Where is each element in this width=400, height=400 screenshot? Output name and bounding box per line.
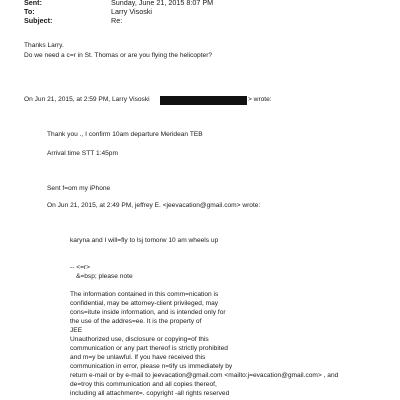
quote-line: karyna and I will=fly to lsj tomorw 10 am wheels up [70, 237, 219, 244]
reply-line: Thanks Larry. [24, 42, 64, 49]
sent-value: Sunday, June 21, 2015 8:07 PM [111, 0, 214, 7]
signature-line: &=bsp; please note [76, 273, 133, 280]
to-label: To: [24, 7, 35, 16]
redaction-bar [160, 96, 247, 105]
subject-value: Re: [111, 16, 123, 25]
disclaimer-line: The information contained in this comm=nication is [70, 291, 219, 298]
quote-line: Thank you ., I confirm 10am departure Meridean TEB [47, 131, 203, 138]
disclaimer-line: JEE [70, 327, 83, 334]
to-value: Larry Visoski [111, 7, 153, 16]
sent-label: Sent: [24, 0, 42, 7]
disclaimer-line: including all attachment=. copyright -all rights reserved [70, 390, 230, 397]
disclaimer-line: return e-mail or by e-mail to jeevacation@gmail.com <mailto:j=evacation@gmail.com> , and [70, 372, 339, 379]
signature-line: -- <=r> [70, 264, 90, 271]
disclaimer-line: Unauthorized use, disclosure or copying=of this [70, 336, 209, 343]
disclaimer-line: the use of the addres=ee. It is the property of [70, 318, 202, 325]
disclaimer-line: communication in error, please n=tify us immediately by [70, 363, 233, 370]
reply-line: Do we need a c=r in St. Thomas or are you flying the helicopter? [24, 52, 213, 59]
quote-line: Arrival time STT 1:45pm [47, 150, 118, 157]
disclaimer-line: confidential, may be attorney-client privileged, may [70, 300, 219, 307]
quote-line: Sent f=om my iPhone [47, 185, 111, 192]
disclaimer-line: de=troy this communication and all copies thereof, [70, 381, 217, 388]
quote-attribution-end: > wrote: [248, 96, 272, 103]
disclaimer-line: and m=y be unlawful. If you have received this [70, 354, 206, 361]
quote-attribution: On Jun 21, 2015, at 2:59 PM, Larry Visoski [24, 96, 150, 103]
quote-attribution: On Jun 21, 2015, at 2:49 PM, jeffrey E. <jeevacation@gmail.com> wrote: [47, 202, 261, 209]
disclaimer-line: cons=itute inside information, and is intended only for [70, 309, 226, 316]
subject-label: Subject: [24, 16, 53, 25]
disclaimer-line: communication or any part thereof is strictly prohibited [70, 345, 228, 352]
